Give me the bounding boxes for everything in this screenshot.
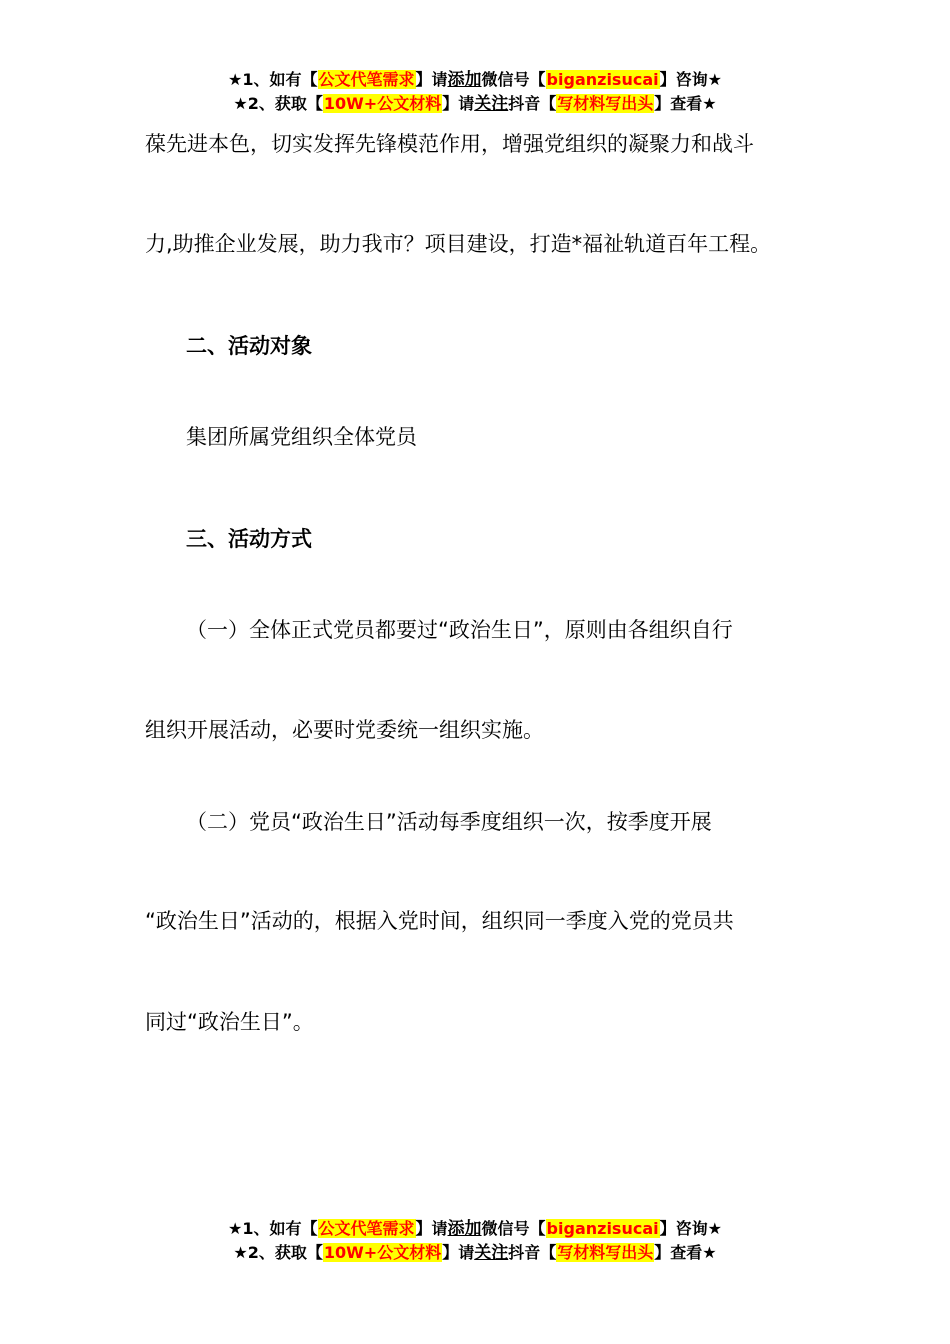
banner-highlight: 公文代笔需求: [318, 1219, 415, 1238]
banner-text: ★1、如有【: [228, 70, 318, 89]
banner-line-1: [0, 1217, 950, 1241]
banner-emphasis: 添加: [447, 1219, 482, 1239]
banner-emphasis: 关注: [474, 1243, 509, 1263]
banner-text: 微信号【: [481, 70, 546, 89]
banner-highlight: 10W+公文材料: [323, 1243, 442, 1262]
banner-highlight: biganzisucai: [546, 70, 659, 89]
banner-text: 抖音【: [508, 94, 557, 113]
banner-emphasis: 关注: [474, 94, 509, 114]
footer-banner: [0, 1217, 950, 1265]
banner-text: ★1、如有【: [228, 1219, 318, 1238]
banner-highlight: 10W+公文材料: [323, 94, 442, 113]
header-banner: [0, 68, 950, 116]
paragraph-line: 葆先进本色，切实发挥先锋模范作用，增强党组织的凝聚力和战斗: [145, 132, 754, 156]
banner-highlight: biganzisucai: [546, 1219, 659, 1238]
banner-line-2: [0, 1241, 950, 1265]
banner-text: 抖音【: [508, 1243, 557, 1262]
section-heading: 二、活动对象: [186, 334, 312, 358]
paragraph-line: 组织开展活动，必要时党委统一组织实施。: [145, 718, 544, 742]
banner-text: 】查看★: [654, 94, 717, 113]
banner-highlight: 公文代笔需求: [318, 70, 415, 89]
banner-line-2: [0, 92, 950, 116]
banner-highlight: 写材料写出头: [557, 94, 654, 113]
paragraph-line: 力,助推企业发展，助力我市？项目建设，打造*福祉轨道百年工程。: [145, 232, 772, 256]
section-heading: 三、活动方式: [186, 527, 312, 551]
banner-emphasis: 添加: [447, 70, 482, 90]
banner-text: ★2、获取【: [233, 94, 323, 113]
banner-text: ★2、获取【: [233, 1243, 323, 1262]
banner-text: 】查看★: [654, 1243, 717, 1262]
banner-text: 】请: [442, 94, 475, 113]
paragraph-line: 集团所属党组织全体党员: [186, 425, 417, 449]
banner-text: 】请: [415, 70, 448, 89]
banner-text: 微信号【: [481, 1219, 546, 1238]
paragraph-line: （一）全体正式党员都要过“政治生日”，原则由各组织自行: [186, 618, 733, 642]
paragraph-line: “政治生日”活动的，根据入党时间，组织同一季度入党的党员共: [145, 909, 734, 933]
banner-text: 】咨询★: [659, 1219, 722, 1238]
banner-line-1: [0, 68, 950, 92]
paragraph-line: 同过“政治生日”。: [145, 1010, 314, 1034]
banner-highlight: 写材料写出头: [557, 1243, 654, 1262]
paragraph-line: （二）党员“政治生日”活动每季度组织一次，按季度开展: [186, 810, 712, 834]
banner-text: 】咨询★: [659, 70, 722, 89]
banner-text: 】请: [442, 1243, 475, 1262]
banner-text: 】请: [415, 1219, 448, 1238]
